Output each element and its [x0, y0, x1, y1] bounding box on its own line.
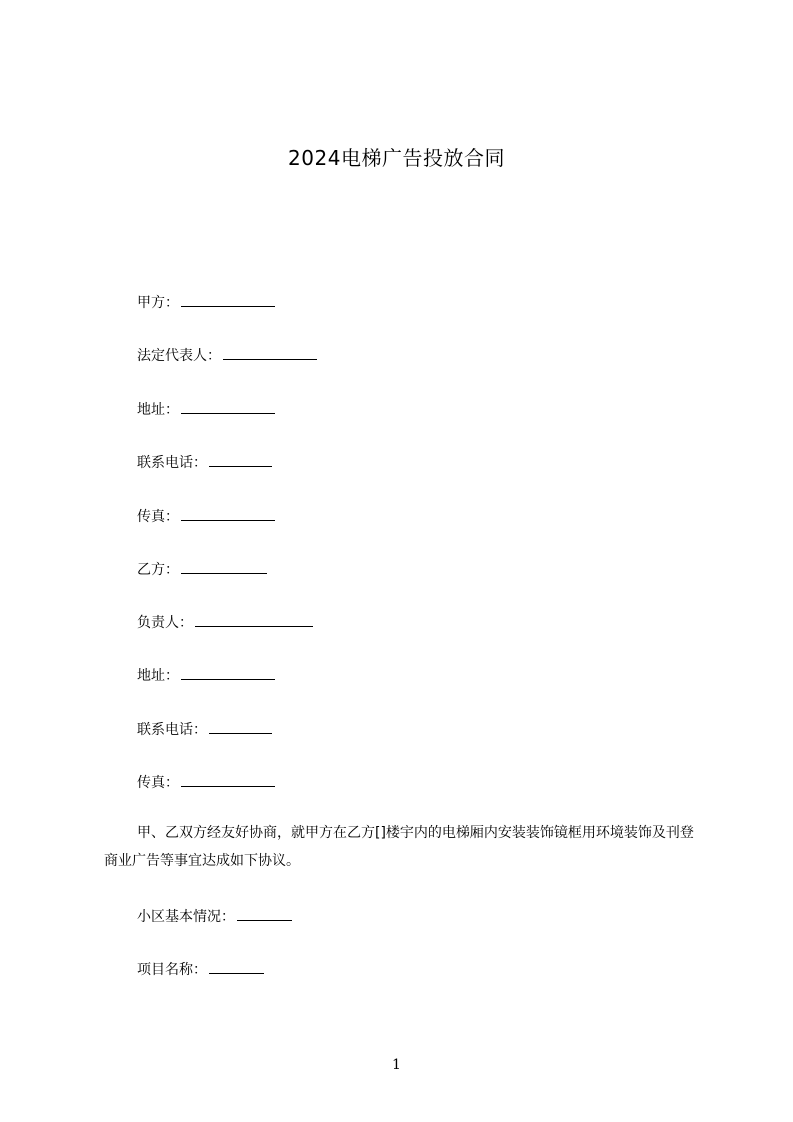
party-b-fax-field — [137, 771, 275, 793]
party-b-address-label: 地址： — [137, 668, 179, 684]
party-a-name-label: 甲方： — [137, 295, 179, 311]
page-number: 1 — [392, 1057, 401, 1073]
party-b-fax-blank — [181, 771, 275, 787]
community-info-field — [137, 905, 292, 927]
party-a-address-field — [137, 398, 275, 420]
party-b-phone-label: 联系电话： — [137, 722, 207, 738]
party-a-phone-field — [137, 451, 272, 473]
party-a-fax-field — [137, 505, 275, 527]
intro-paragraph: 甲、乙双方经友好协商，就甲方在乙方[]楼宇内的电梯厢内安装装饰镜框用环境装饰及刊登商业广告等事宜达成如下协议。 — [104, 825, 694, 869]
project-name-field — [137, 958, 264, 980]
party-a-phone-blank — [209, 451, 272, 467]
party-a-name-field — [137, 291, 275, 313]
party-b-phone-blank — [209, 718, 272, 734]
party-b-name-label: 乙方： — [137, 562, 179, 578]
party-a-name-blank — [181, 291, 275, 307]
community-info-label: 小区基本情况： — [137, 909, 235, 925]
party-b-principal-field — [137, 611, 313, 633]
party-a-legal-rep-label: 法定代表人： — [137, 348, 221, 364]
party-a-fax-blank — [181, 505, 275, 521]
party-a-fax-label: 传真： — [137, 509, 179, 525]
party-a-legal-rep-field — [137, 344, 317, 366]
party-b-address-field — [137, 664, 275, 686]
party-a-address-blank — [181, 398, 275, 414]
party-b-phone-field — [137, 718, 272, 740]
project-name-blank — [209, 958, 264, 974]
party-a-phone-label: 联系电话： — [137, 455, 207, 471]
party-a-legal-rep-blank — [223, 344, 317, 360]
party-b-fax-label: 传真： — [137, 775, 179, 791]
project-name-label: 项目名称： — [137, 962, 207, 978]
community-info-blank — [237, 905, 292, 921]
party-b-name-blank — [181, 558, 267, 574]
document-title: 2024电梯广告投放合同 — [288, 146, 505, 170]
party-b-name-field — [137, 558, 267, 580]
party-b-principal-blank — [195, 611, 313, 627]
party-a-address-label: 地址： — [137, 402, 179, 418]
party-b-principal-label: 负责人： — [137, 615, 193, 631]
party-b-address-blank — [181, 664, 275, 680]
